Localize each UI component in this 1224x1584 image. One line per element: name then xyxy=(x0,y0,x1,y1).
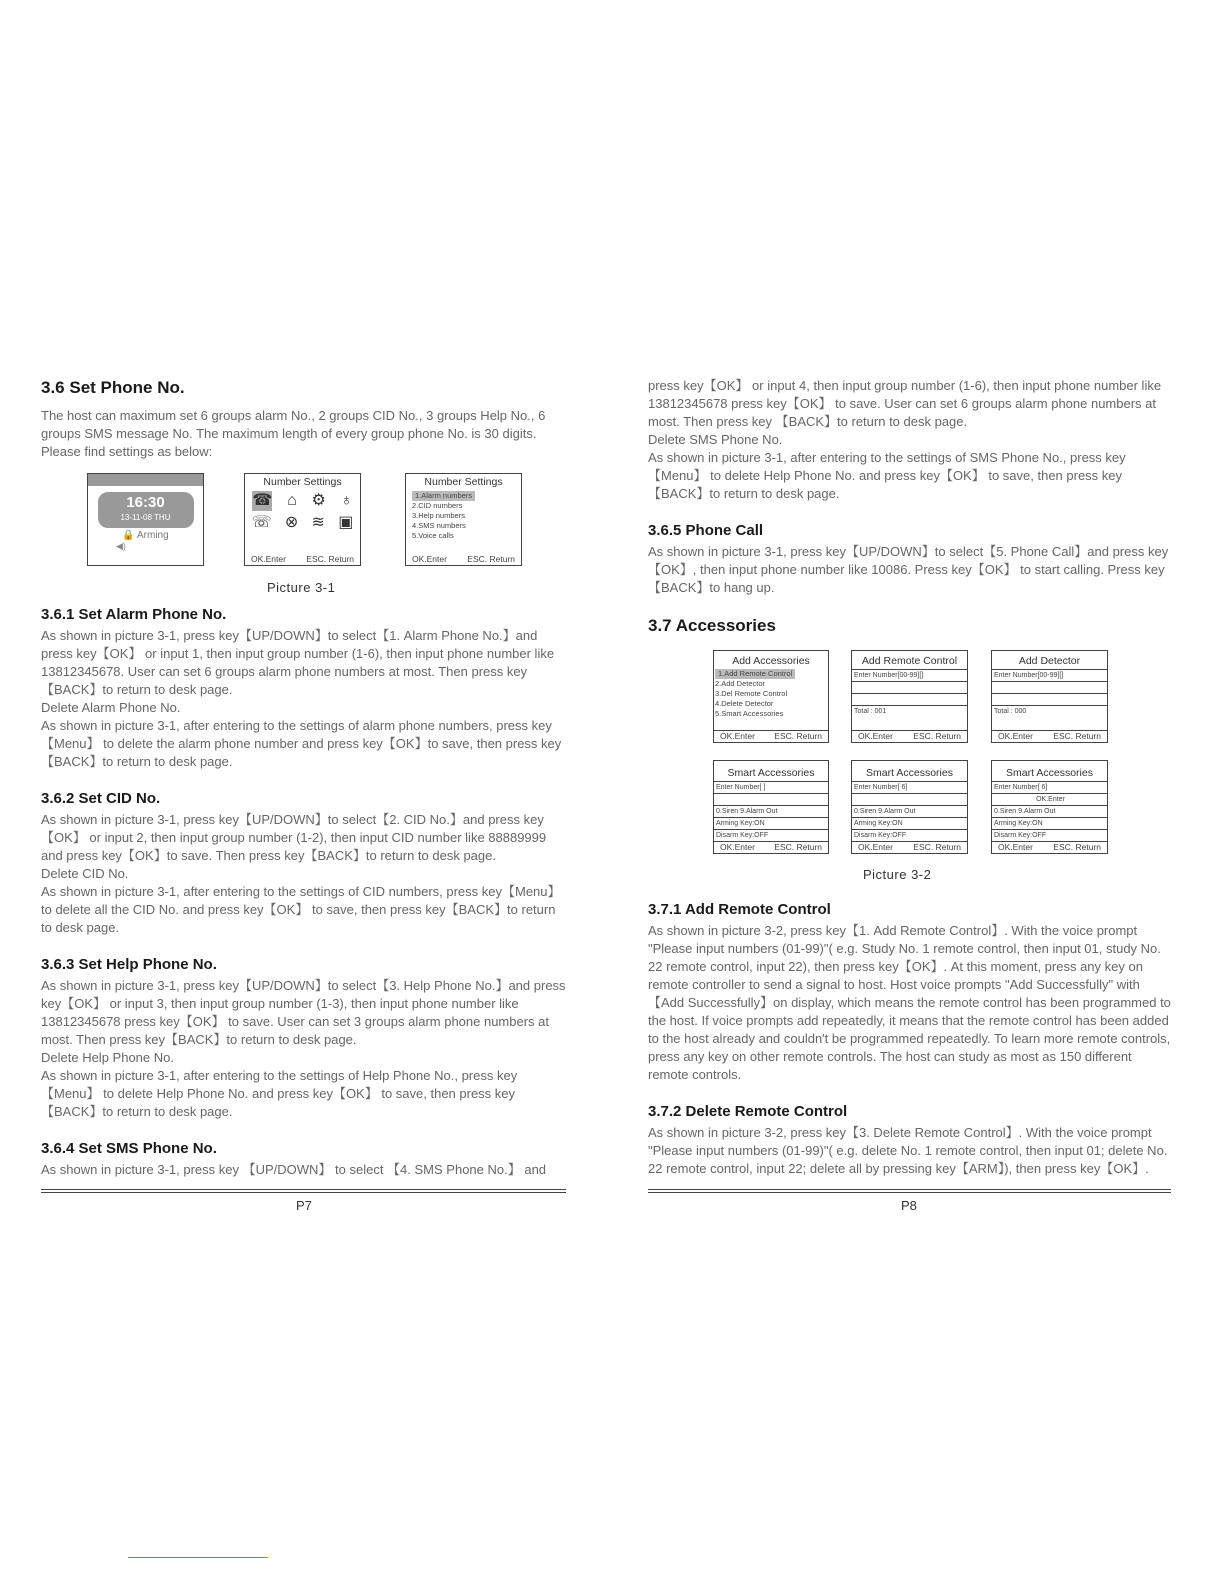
ok-enter-label: OK.Enter xyxy=(412,554,447,564)
disarm-key-row: Disarm Key:OFF xyxy=(852,829,967,841)
ok-enter-label: OK.Enter xyxy=(720,731,755,741)
section-3-6-5-body: As shown in picture 3-1, press key【UP/DOWN】to select【5. Phone Call】and press key【OK】, then input phone number like 10086. Press key【OK】 to start calling. Press key【BACK】to hang up. xyxy=(648,544,1169,595)
ok-enter-label: OK.Enter xyxy=(720,842,755,852)
section-3-6-1-title: 3.6.1 Set Alarm Phone No. xyxy=(41,606,227,623)
bottom-blue-line xyxy=(128,1557,268,1558)
screen-title: Smart Accessories xyxy=(866,767,953,779)
siren-row: 0.Siren 9.Alarm Out xyxy=(992,805,1107,817)
section-3-7-1-body: As shown in picture 3-2, press key【1. Add Remote Control】. With the voice prompt "Please input numbers (01-99)"( e.g. Study No. 1 remote control, then input 01, study No. 22 remote control, input 22), then press key【OK】. At this moment, press any key on remote controller to send a signal to host. Host voice prompts "Add Successfully" with【Add Successfully】on display, which means the remote control has been programmed to the host. If voice prompts add repeatedly, it means that the remote control has been added to the host already and couldn't be programmed repeatedly. To learn more remote controls, press any key on other remote controls. The host can study as most as 150 different remote controls. xyxy=(648,923,1171,1082)
siren-row: 0.Siren 9.Alarm Out xyxy=(714,805,828,817)
screen-title: Smart Accessories xyxy=(727,767,815,779)
ok-enter-label: OK.Enter xyxy=(858,842,893,852)
lcd-number-settings-icons xyxy=(244,473,361,566)
arming-key-row: Arming Key:ON xyxy=(714,817,828,829)
section-3-6-1-sub: Delete Alarm Phone No. xyxy=(41,700,181,715)
arming-status: Arming xyxy=(137,530,169,541)
lcd-add-remote-control xyxy=(851,650,968,743)
section-3-6-1-body: As shown in picture 3-1, press key【UP/DOWN】to select【1. Alarm Phone No.】and press key【OK】 or input 1, then input group number (1-6), then input phone number like 13812345678. User can set 6 groups alarm phone numbers at most. Then press key【BACK】to return to desk page. xyxy=(41,628,555,697)
ok-enter-label: OK.Enter xyxy=(251,554,286,564)
enter-number-field: Enter Number[00-99][] xyxy=(852,669,967,681)
lock-icon: 🔒 xyxy=(122,530,135,541)
section-3-6-2-body2: As shown in picture 3-1, after entering to the settings of CID numbers, press key【Menu】 to delete all the CID No. and press key【OK】 to save, then press key【BACK】to return to desk page. xyxy=(41,884,561,935)
gift-icon: ⌂ xyxy=(287,492,297,509)
section-3-7-2-title: 3.7.2 Delete Remote Control xyxy=(648,1103,848,1120)
lcd-number-settings-list xyxy=(405,473,522,566)
menu-item-voice-calls: 5.Voice calls xyxy=(412,531,454,540)
section-3-6-2-sub: Delete CID No. xyxy=(41,866,129,881)
left-page xyxy=(41,370,566,461)
picture-3-2-caption: Picture 3-2 xyxy=(863,867,932,882)
lcd-smart-accessories-3 xyxy=(991,760,1108,854)
menu-item-alarm-numbers: 1.Alarm numbers xyxy=(412,491,475,501)
microphone-icon: ♁ xyxy=(340,492,353,509)
phone-icon: ☎ xyxy=(252,492,273,509)
screen-title: Add Detector xyxy=(1018,655,1081,667)
siren-row: 0.Siren 9.Alarm Out xyxy=(852,805,967,817)
phonebook-icon: ☏ xyxy=(251,514,272,531)
enter-number-field: Enter Number[00-99][] xyxy=(992,669,1107,681)
enter-number-field: Enter Number[ 6] xyxy=(992,781,1107,793)
tools-icon: ⊗ xyxy=(284,514,299,531)
safe-icon: ▣ xyxy=(338,514,354,531)
section-3-6-2-body: As shown in picture 3-1, press key【UP/DOWN】to select【2. CID No.】and press key【OK】 or input 2, then input group number (1-2), then input CID number like 88889999 and press key【OK】to save. Then press key【BACK】to return to desk page. xyxy=(41,812,547,863)
section-3-6-3-body: As shown in picture 3-1, press key【UP/DOWN】to select【3. Help Phone No.】and press key【OK】 or input 3, then input group number (1-3), then input phone number like 13812345678 press key【OK】 to save. User can set 3 groups alarm phone numbers at most. Then press key【BACK】to return to desk page. xyxy=(41,978,566,1047)
sms-delete-body: As shown in picture 3-1, after entering to the settings of SMS Phone No., press key【Menu】 to delete Help Phone No. and press key【OK】 to save, then press key【BACK】to return to desk page. xyxy=(648,450,1126,501)
section-3-7-title: 3.7 Accessories xyxy=(648,616,776,635)
menu-item-sms-numbers: 4.SMS numbers xyxy=(412,521,466,530)
menu-item-smart-accessories: 5.Smart Accessories xyxy=(715,709,784,718)
section-3-6-1-body2: As shown in picture 3-1, after entering to the settings of alarm phone numbers, press key【Menu】 to delete the alarm phone number and press key【OK】to save, then press key【BACK】to return to desk page. xyxy=(41,718,562,769)
picture-3-1-caption: Picture 3-1 xyxy=(267,580,336,595)
section-3-7-1-title: 3.7.1 Add Remote Control xyxy=(648,901,831,918)
sms-delete-sub: Delete SMS Phone No. xyxy=(648,432,783,447)
esc-return-label: ESC. Return xyxy=(913,731,961,741)
screen-title: Number Settings xyxy=(263,476,342,488)
menu-item-add-detector: 2.Add Detector xyxy=(715,679,766,688)
total-count: Total : 001 xyxy=(852,705,967,717)
screen-title: Smart Accessories xyxy=(1006,767,1093,779)
section-3-6-5-title: 3.6.5 Phone Call xyxy=(648,522,764,539)
section-3-6-title: 3.6 Set Phone No. xyxy=(41,378,185,397)
page-number-right: P8 xyxy=(901,1198,917,1213)
clock-panel xyxy=(98,492,194,528)
section-3-6-3-sub: Delete Help Phone No. xyxy=(41,1050,174,1065)
disarm-key-row: Disarm Key:OFF xyxy=(992,829,1107,841)
right-page-sections xyxy=(648,900,1173,1178)
arming-key-row: Arming Key:ON xyxy=(852,817,967,829)
clock-date: 13-11-08 THU xyxy=(120,513,171,522)
disarm-key-row: Disarm Key:OFF xyxy=(714,829,828,841)
lcd-smart-accessories-2 xyxy=(851,760,968,854)
esc-return-label: ESC. Return xyxy=(774,731,822,741)
ok-enter-label: OK.Enter xyxy=(998,842,1033,852)
total-count: Total : 000 xyxy=(992,705,1107,717)
section-3-6-2-title: 3.6.2 Set CID No. xyxy=(41,790,161,807)
lcd-add-accessories xyxy=(713,650,829,743)
section-3-7-2-body: As shown in picture 3-2, press key【3. Delete Remote Control】. With the voice prompt "Please input numbers (01-99)"( e.g. delete No. 1 remote control, then input 01; delete No. 22 remote control, input 22; delete all by pressing key【ARM】), then press key【OK】. xyxy=(648,1125,1168,1176)
ok-enter-line: OK.Enter xyxy=(992,793,1107,805)
gear-icon: ⚙ xyxy=(311,492,326,509)
section-3-6-4-title: 3.6.4 Set SMS Phone No. xyxy=(41,1140,217,1157)
arming-key-row: Arming Key:ON xyxy=(992,817,1107,829)
left-page-sections xyxy=(41,605,566,1179)
screen-title: Add Remote Control xyxy=(861,655,958,667)
menu-item-cid-numbers: 2.CID numbers xyxy=(412,501,463,510)
screen-title: Add Accessories xyxy=(732,655,810,667)
enter-number-field: Enter Number[ 6] xyxy=(852,781,967,793)
section-3-6-4-body: As shown in picture 3-1, press key 【UP/DOWN】 to select 【4. SMS Phone No.】 and xyxy=(41,1162,547,1177)
esc-return-label: ESC. Return xyxy=(306,554,354,564)
lcd-add-detector xyxy=(991,650,1108,743)
page-number-left: P7 xyxy=(296,1198,312,1213)
ok-enter-label: OK.Enter xyxy=(998,731,1033,741)
esc-return-label: ESC. Return xyxy=(467,554,515,564)
footer-rule-right xyxy=(648,1189,1171,1193)
sms-continued-body: press key【OK】 or input 4, then input group number (1-6), then input phone number like 13812345678 press key【OK】 to save. User can set 6 groups alarm phone numbers at most. Then press key 【BACK】to return to desk page. xyxy=(648,378,1162,429)
section-3-6-body: The host can maximum set 6 groups alarm No., 2 groups CID No., 3 groups Help No., 6 groups SMS message No. The maximum length of every group phone No. is 30 digits. Please find settings as below: xyxy=(41,408,546,459)
menu-item-del-remote: 3.Del Remote Control xyxy=(715,689,788,698)
footer-rule-left xyxy=(41,1189,566,1193)
lcd-home-screen xyxy=(87,473,204,566)
ok-enter-label: OK.Enter xyxy=(858,731,893,741)
section-3-6-3-body2: As shown in picture 3-1, after entering to the settings of Help Phone No., press key【Menu】 to delete Help Phone No. and press key【OK】 to save, then press key【BACK】to return to desk page. xyxy=(41,1068,518,1119)
esc-return-label: ESC. Return xyxy=(774,842,822,852)
wifi-icon: ≋ xyxy=(311,514,325,531)
esc-return-label: ESC. Return xyxy=(1053,842,1101,852)
clock-time: 16:30 xyxy=(126,494,165,511)
enter-number-field: Enter Number[ ] xyxy=(714,781,828,793)
section-3-6-3-title: 3.6.3 Set Help Phone No. xyxy=(41,956,217,973)
screen-title: Number Settings xyxy=(424,476,503,488)
esc-return-label: ESC. Return xyxy=(913,842,961,852)
speaker-icon: ◀) xyxy=(116,541,126,551)
menu-item-delete-detector: 4.Delete Detector xyxy=(715,699,774,708)
esc-return-label: ESC. Return xyxy=(1053,731,1101,741)
menu-item-add-remote: 1.Add Remote Control xyxy=(715,669,795,679)
right-page xyxy=(648,377,1173,637)
lcd-smart-accessories-1 xyxy=(713,760,829,854)
menu-item-help-numbers: 3.Help numbers xyxy=(412,511,465,520)
